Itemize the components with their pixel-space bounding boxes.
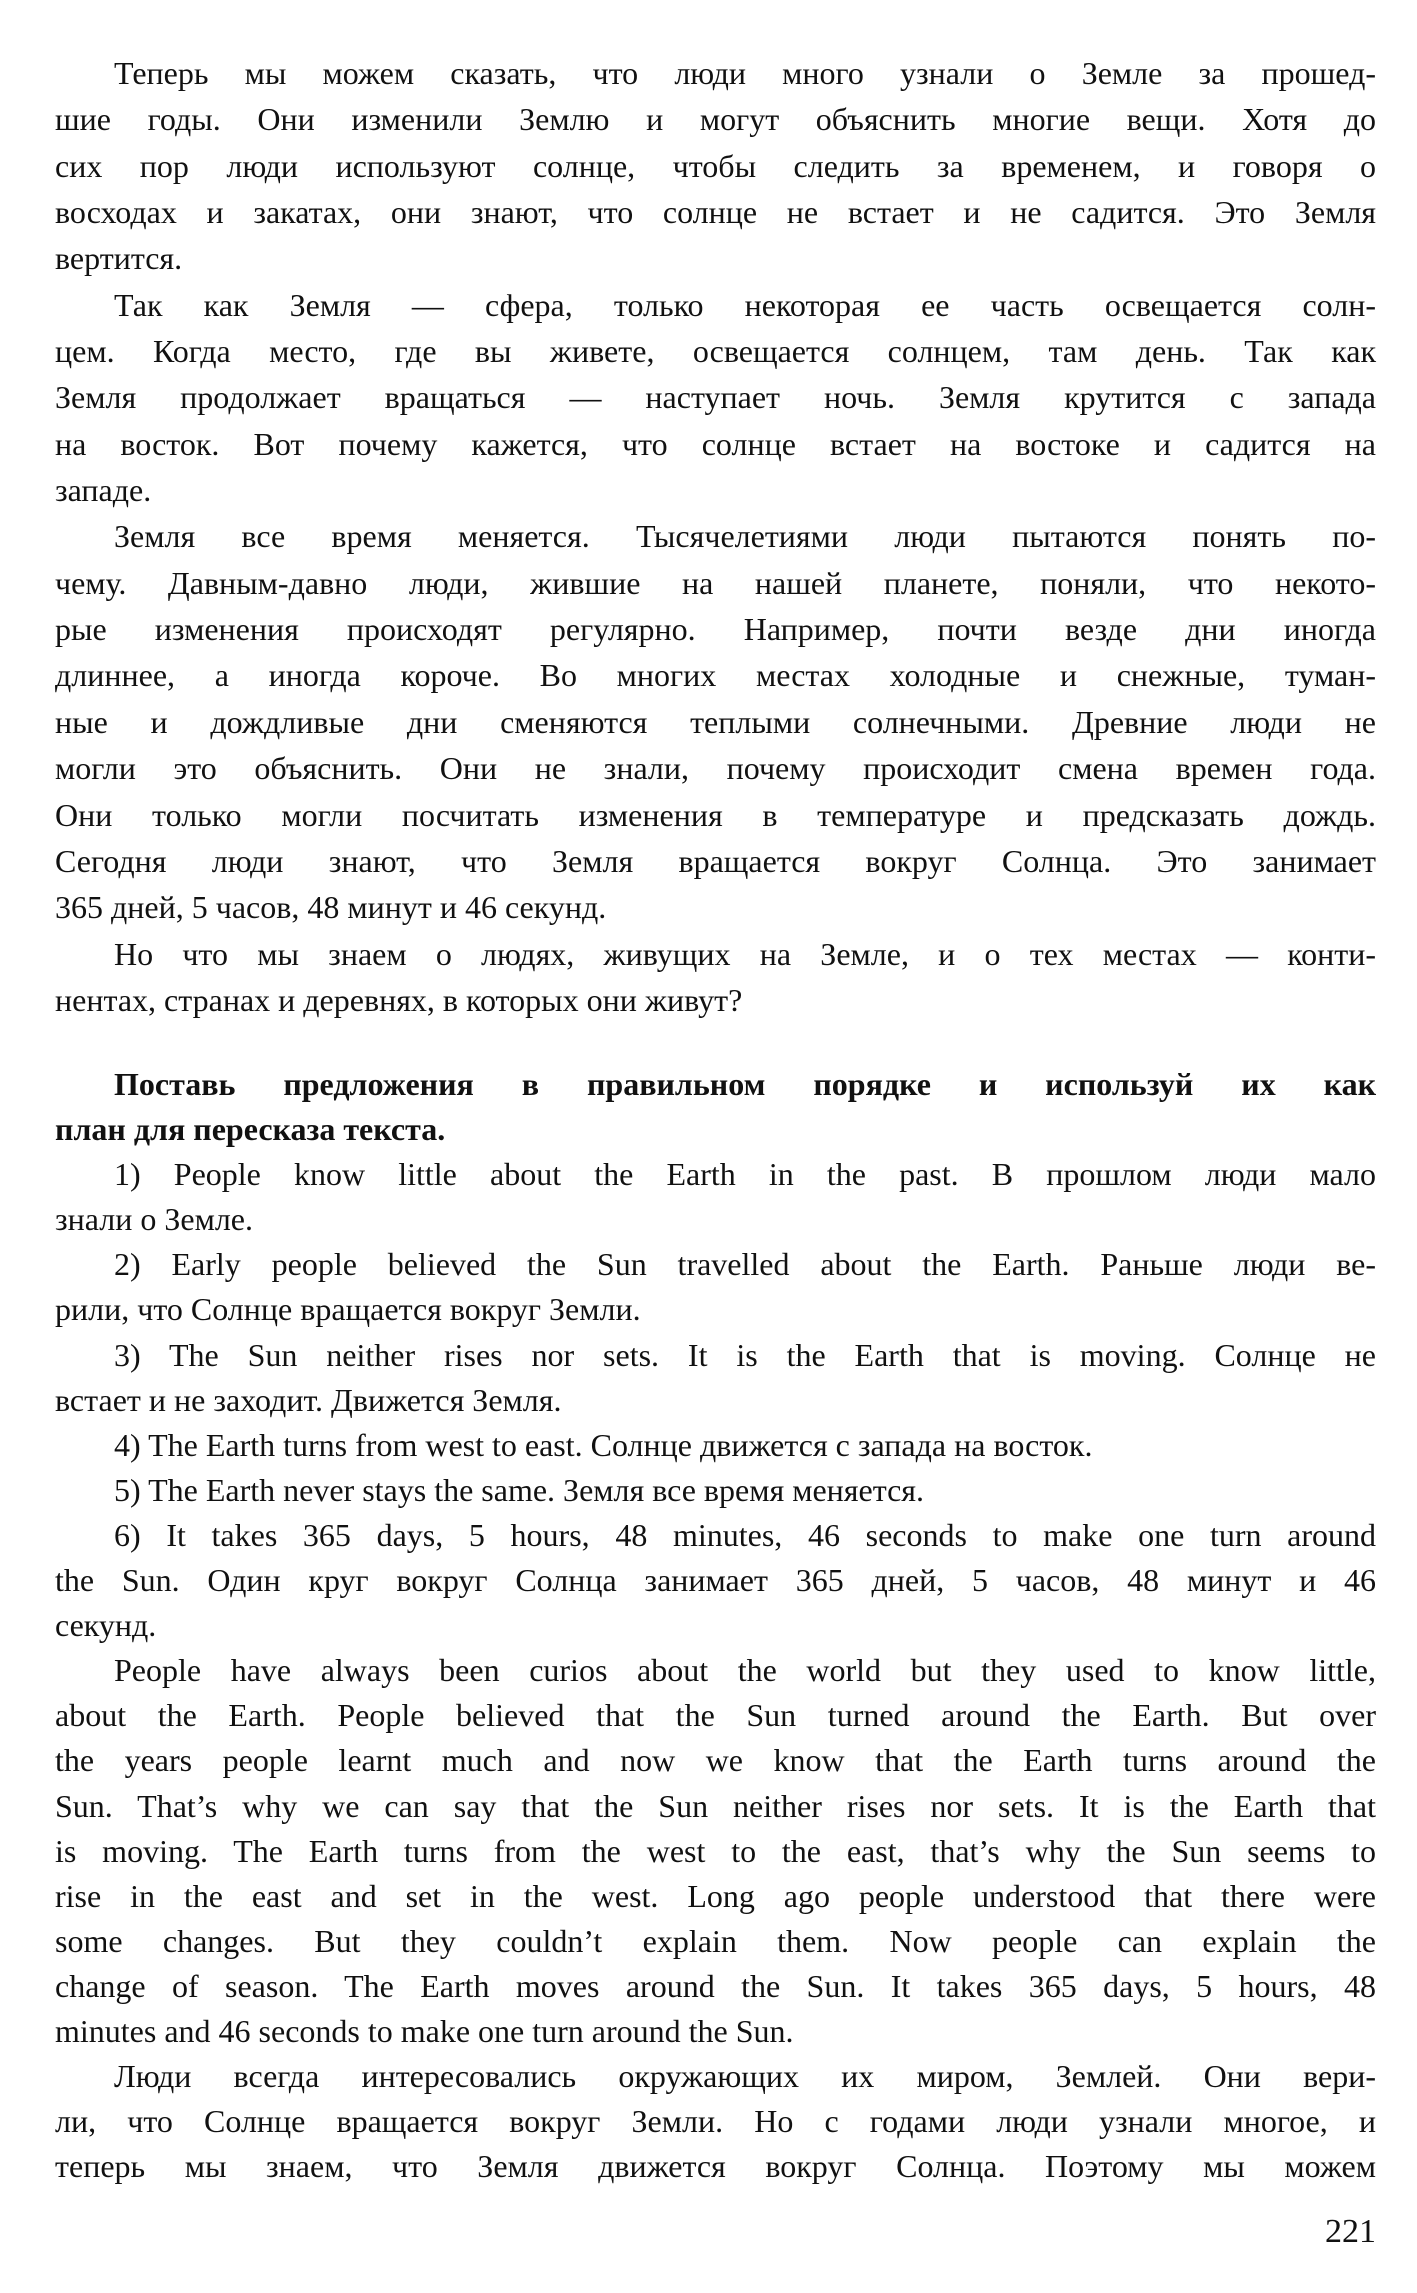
text-line: чему. Давным-давно люди, жившие на нашей планете, поняли, что некото- [55,564,1376,601]
text-line: секунд. [55,1607,157,1644]
text-line: 365 дней, 5 часов, 48 минут и 46 секунд. [55,889,607,926]
text-line: встает и не заходит. Движется Земля. [55,1381,562,1418]
paragraph [55,1468,1376,1513]
text-line: 2) Early people believed the Sun travelled about the Earth. Раньше люди ве- [114,1246,1376,1283]
text-line: rise in the east and set in the west. Long ago people understood that there were [55,1877,1376,1914]
text-line: Поставь предложения в правильном порядке и используй их как [114,1066,1376,1102]
text-line: the years people learnt much and now we know that the Earth turns around the [55,1742,1376,1779]
text-line: рили, что Солнце вращается вокруг Земли. [55,1291,641,1328]
text-line: сих пор люди используют солнце, чтобы следить за временем, и говоря о [55,147,1376,184]
text-line: нентах, странах и деревнях, в которых они живут? [55,981,743,1018]
text-line: ные и дождливые дни сменяются теплыми солнечными. Древние люди не [55,703,1376,740]
text-line: шие годы. Они изменили Землю и могут объяснить многие вещи. Хотя до [55,101,1376,138]
text-line: план для пересказа текста. [55,1111,446,1148]
text-line: западе. [55,472,152,509]
text-line: change of season. The Earth moves around the Sun. It takes 365 days, 5 hours, 48 [55,1967,1376,2004]
text-line: 5) The Earth never stays the same. Земля все время меняется. [114,1471,924,1508]
paragraph [55,2054,1376,2189]
text-line: 1) People know little about the Earth in the past. В прошлом люди мало [114,1156,1376,1193]
text-line: ли, что Солнце вращается вокруг Земли. Но с годами люди узнали многое, и [55,2103,1376,2140]
main-text-section [55,50,1376,1023]
text-line: 4) The Earth turns from west to east. Солнце движется с запада на восток. [114,1426,1093,1463]
text-line: minutes and 46 seconds to make one turn around the Sun. [55,2012,794,2049]
text-line: Теперь мы можем сказать, что люди много узнали о Земле за прошед- [114,55,1376,91]
paragraph [55,50,1376,282]
text-line: about the Earth. People believed that the Sun turned around the Earth. But over [55,1697,1376,1734]
text-line: теперь мы знаем, что Земля движется вокруг Солнца. Поэтому мы можем [55,2148,1376,2185]
text-line: Так как Земля — сфера, только некоторая ее часть освещается солн- [114,286,1376,323]
text-line: восходах и закатах, они знают, что солнце не встает и не садится. Это Земля [55,194,1376,231]
text-line: Земля продолжает вращаться — наступает ночь. Земля крутится с запада [55,379,1376,416]
text-line: some changes. But they couldn’t explain them. Now people can explain the [55,1922,1376,1959]
paragraph [55,513,1376,930]
text-line: знали о Земле. [55,1201,253,1238]
text-line: могли это объяснить. Они не знали, почему происходит смена времен года. [55,750,1376,787]
text-line: the Sun. Один круг вокруг Солнца занимает 365 дней, 5 часов, 48 минут и 46 [55,1562,1376,1599]
text-line: Земля все время меняется. Тысячелетиями люди пытаются понять по- [114,518,1376,555]
paragraph [55,282,1376,514]
text-line: рые изменения происходят регулярно. Например, почти везде дни иногда [55,611,1376,648]
text-line: цем. Когда место, где вы живете, освещается солнцем, там день. Так как [55,333,1376,370]
text-line: длиннее, а иногда короче. Во многих местах холодные и снежные, туман- [55,657,1376,694]
text-line: Люди всегда интересовались окружающих их миром, Землей. Они вери- [114,2058,1376,2095]
text-line: на восток. Вот почему кажется, что солнце встает на востоке и садится на [55,425,1376,462]
paragraph [55,1333,1376,1423]
text-line: Сегодня люди знают, что Земля вращается вокруг Солнца. Это занимает [55,842,1376,879]
exercise-section [55,1062,1376,2189]
text-line: is moving. The Earth turns from the west to the east, that’s why the Sun seems to [55,1832,1376,1869]
text-line: Sun. That’s why we can say that the Sun neither rises nor sets. It is the Earth that [55,1787,1376,1824]
paragraph [55,1423,1376,1468]
paragraph [55,1648,1376,2054]
text-line: вертится. [55,240,183,277]
text-line: People have always been curios about the world but they used to know little, [114,1652,1376,1689]
paragraph [55,931,1376,1024]
text-line: 6) It takes 365 days, 5 hours, 48 minutes, 46 seconds to make one turn around [114,1516,1376,1553]
text-line: Но что мы знаем о людях, живущих на Земле, и о тех местах — конти- [114,935,1376,972]
page-number: 221 [1325,2213,1376,2250]
exercise-instruction [55,1062,1376,1152]
paragraph [55,1513,1376,1648]
paragraph [55,1242,1376,1332]
text-line: 3) The Sun neither rises nor sets. It is the Earth that is moving. Солнце не [114,1336,1376,1373]
text-line: Они только могли посчитать изменения в температуре и предсказать дождь. [55,796,1376,833]
paragraph [55,1152,1376,1242]
